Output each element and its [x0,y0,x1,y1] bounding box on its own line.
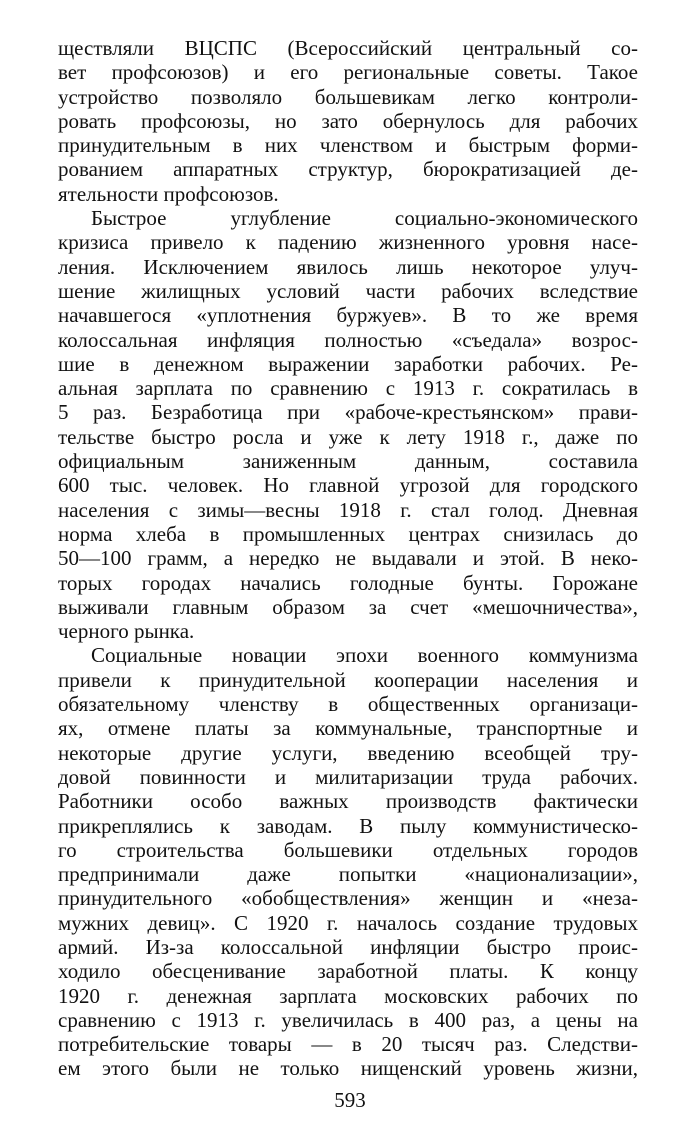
text-line: кризиса привело к падению жизненного уровня насе- [58,230,638,255]
text-line: тельстве быстро росла и уже к лету 1918 г., даже по [58,424,638,449]
text-line: устройство позволяло большевикам легко контроли- [58,84,638,109]
text-line: ем этого были не только нищенский уровень жизни, [58,1056,638,1081]
text-line: ровать профсоюзы, но зато обернулось для рабочих [58,108,638,133]
text-line: го строительства большевики отдельных городов [58,837,638,862]
text-line: выживали главным образом за счет «мешочничества», [58,594,638,619]
text-line: 600 тыс. человек. Но главной угрозой для городского [58,473,638,498]
text-line: ятельности профсоюзов. [58,181,279,206]
text-line: норма хлеба в промышленных центрах снизилась до [58,521,638,546]
text-line: 5 раз. Безработица при «рабоче-крестьянском» прави- [58,400,638,425]
text-line: 1920 г. денежная зарплата московских рабочих по [58,983,638,1008]
text-line: армий. Из-за колоссальной инфляции быстро проис- [58,934,638,959]
text-line: предпринимали даже попытки «национализации», [58,862,638,887]
text-line: принудительного «обобществления» женщин и «неза- [58,886,638,911]
text-line: рованием аппаратных структур, бюрократизацией де- [58,157,638,182]
text-line: довой повинности и милитаризации труда рабочих. [58,764,638,789]
text-line: Социальные новации эпохи военного коммунизма [91,643,638,668]
text-line: вет профсоюзов) и его региональные советы. Такое [58,60,638,85]
text-line: ления. Исключением явилось лишь некоторое улуч- [58,254,638,279]
text-line: колоссальная инфляция полностью «съедала» возрос- [58,327,638,352]
text-line: некоторые другие услуги, введению всеобщей тру- [58,740,638,765]
text-line: торых городах начались голодные бунты. Горожане [58,570,638,595]
text-line: шие в денежном выражении заработки рабочих. Ре- [58,351,638,376]
text-line: ях, отмене платы за коммунальные, транспортные и [58,716,638,741]
text-line: официальным заниженным данным, составила [58,449,638,474]
text-line: Быстрое углубление социально-экономического [91,206,638,231]
text-line: шение жилищных условий части рабочих вследствие [58,278,638,303]
text-line: прикреплялись к заводам. В пылу коммунистическо- [58,813,638,838]
text-line: потребительские товары — в 20 тысяч раз. Следстви- [58,1032,638,1057]
body-text [58,36,638,1081]
paragraph-1 [58,36,638,206]
text-line: черного рынка. [58,619,195,644]
text-line: 50—100 грамм, а нередко не выдавали и этой. В неко- [58,546,638,571]
text-line: мужних девиц». С 1920 г. началось создание трудовых [58,910,638,935]
page-number: 593 [334,1088,366,1112]
text-line: Работники особо важных производств фактически [58,789,638,814]
paragraph-3 [58,643,638,1080]
text-line: обязательному членству в общественных организаци- [58,692,638,717]
text-line: принудительным в них членством и быстрым форми- [58,133,638,158]
paragraph-2 [58,206,638,643]
text-line: привели к принудительной кооперации населения и [58,667,638,692]
text-line: начавшегося «уплотнения буржуев». В то же время [58,303,638,328]
text-line: населения с зимы—весны 1918 г. стал голод. Дневная [58,497,638,522]
text-line: ществляли ВЦСПС (Всероссийский центральный со- [58,36,638,60]
text-line: сравнению с 1913 г. увеличилась в 400 раз, а цены на [58,1007,638,1032]
text-line: ходило обесценивание заработной платы. К концу [58,959,638,984]
text-line: альная зарплата по сравнению с 1913 г. сократилась в [58,376,638,401]
